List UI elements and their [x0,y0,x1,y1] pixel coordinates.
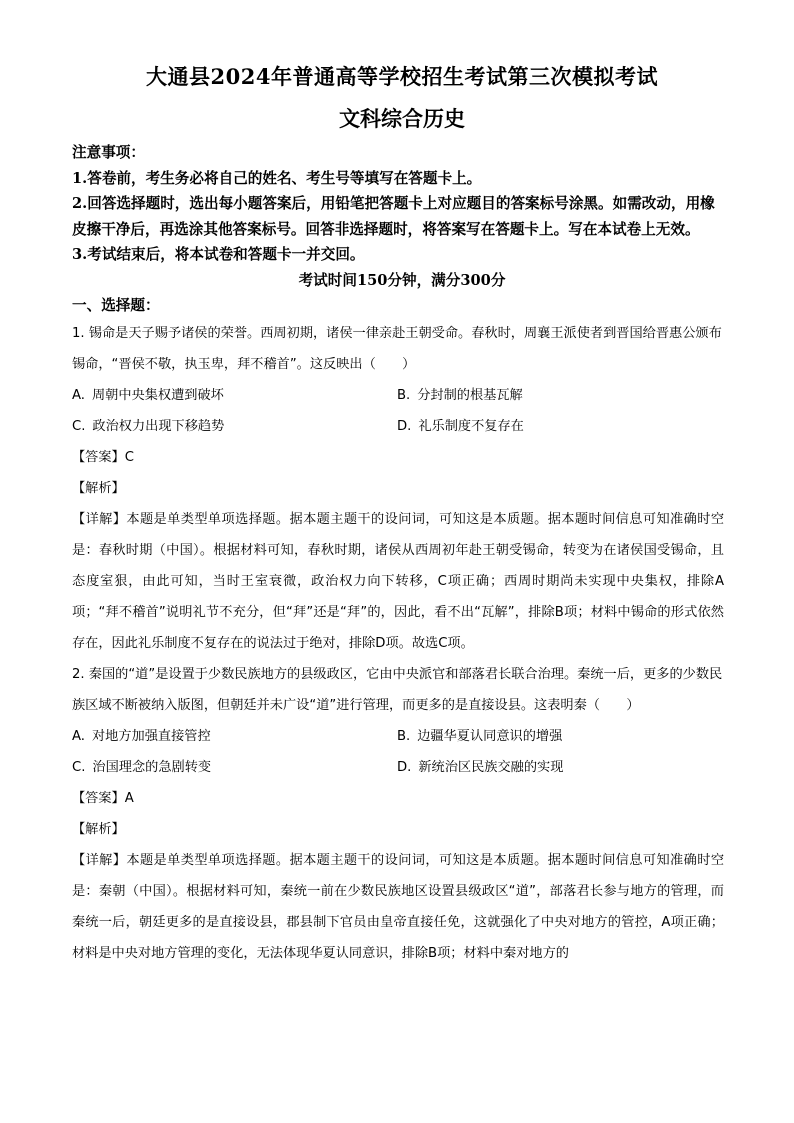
option-grid [72,721,724,783]
option-text: 新统治区民族交融的实现 [418,759,564,775]
notice-item-2: 2.回答选择题时，选出每小题答案后，用铅笔把答题卡上对应题目的答案标号涂黑。如需改动，用橡皮擦干净后，再选涂其他答案标号。回答非选择题时，将答案写在答题卡上。写在本试卷上无效。 [72,195,715,238]
answer-value: C [124,449,134,465]
analysis-tag: 【解析】 [72,480,125,496]
detail-tag: 【详解】 [72,511,127,527]
option-text: 分封制的根基瓦解 [417,387,523,403]
option-text: 对地方加强直接管控 [91,728,211,744]
option-label: C. [72,418,86,434]
notice-item-3: 3.考试结束后，将本试卷和答题卡一并交回。 [72,246,365,263]
question-stem: 1. 锡命是天子赐予诸侯的荣誉。西周初期，诸侯一律亲赴王朝受命。春秋时，周襄王派使者到晋国给晋惠公颁布锡命，“晋侯不敬，执玉卑，拜不稽首”。这反映出（ ） [72,325,722,372]
question-1 [72,318,724,659]
detail-text: 本题是单类型单项选择题。据本题主题干的设问词，可知这是本质题。据本题时间信息可知准确时空是：春秋时期（中国）。根据材料可知，春秋时期，诸侯从西周初年赴王朝受锡命，转变为在诸侯国受锡命，且态度室狠，由此可知，当时王室衰微，政治权力向下转移，C项正确；西周时期尚未实现中央集权，排除A项；“拜不稽首”说明礼节不充分，但“拜”还是“拜”的，因此，看不出“瓦解”，排除B项；材料中锡命的形式依然存在，因此礼乐制度不复存在的说法过于绝对，排除D项。故选C项。 [72,511,725,651]
answer-value: A [124,790,134,806]
option-b [397,380,724,411]
detail-tag: 【详解】 [72,852,127,868]
option-label: B. [397,728,411,744]
exam-subtitle: 文科综合历史 [339,106,465,131]
option-d [397,411,724,442]
detail-text: 本题是单类型单项选择题。据本题主题干的设问词，可知这是本质题。据本题时间信息可知准确时空是：秦朝（中国）。根据材料可知，秦统一前在少数民族地区设置县级政区“道”，部落君长参与地方的管理，而秦统一后，朝廷更多的是直接设县，郡县制下官员由皇帝直接任免，这就强化了中央对地方的管控，A项正确；材料是中央对地方管理的变化，无法体现华夏认同意识，排除B项；材料中秦对地方的 [72,852,725,961]
notice-heading: 注意事项： [72,144,145,161]
question-2 [72,659,724,969]
option-label: D. [397,759,412,775]
answer-line [72,442,724,473]
answer-tag: 【答案】 [72,790,125,806]
question-list [72,318,724,969]
option-text: 礼乐制度不复存在 [418,418,524,434]
option-label: B. [397,387,411,403]
detail-paragraph [72,845,724,969]
question-stem: 2. 秦国的“道”是设置于少数民族地方的县级政区，它由中央派官和部落君长联合治理。秦统一后，更多的少数民族区域不断被纳入版图，但朝廷并未广设“道”进行管理，而更多的是直接设县。这表明秦（ ） [72,666,723,713]
option-a [72,721,397,752]
option-c [72,411,397,442]
option-b [397,721,724,752]
answer-line [72,783,724,814]
option-text: 政治权力出现下移趋势 [92,418,225,434]
option-label: C. [72,759,86,775]
analysis-tag: 【解析】 [72,821,125,837]
section-heading: 一、选择题： [72,296,160,314]
option-text: 边疆华夏认同意识的增强 [417,728,563,744]
option-label: A. [72,728,85,744]
option-c [72,752,397,783]
exam-title: 大通县2024年普通高等学校招生考试第三次模拟考试 [146,64,658,89]
option-label: D. [397,418,412,434]
option-a [72,380,397,411]
option-text: 治国理念的急剧转变 [92,759,212,775]
option-grid [72,380,724,442]
answer-tag: 【答案】 [72,449,125,465]
notice-item-1: 1.答卷前，考生务必将自己的姓名、考生号等填写在答题卡上。 [72,169,482,187]
detail-paragraph [72,504,724,659]
option-d [397,752,724,783]
notice-block [72,140,724,268]
option-label: A. [72,387,85,403]
exam-time-score: 考试时间150分钟，满分300分 [298,271,506,289]
option-text: 周朝中央集权遭到破坏 [91,387,224,403]
